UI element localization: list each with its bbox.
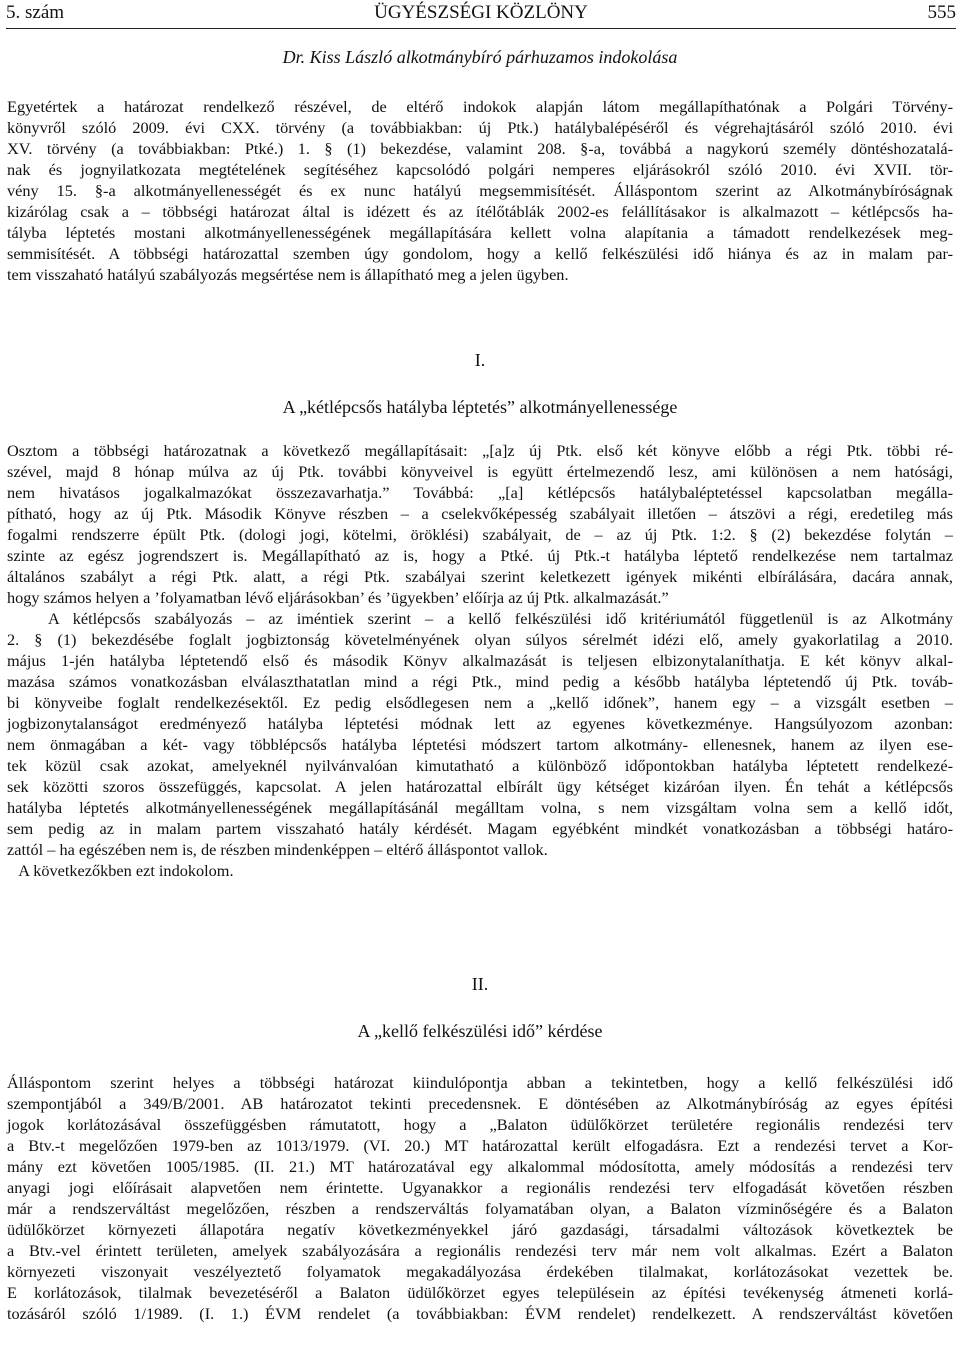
text-line: nem hivatásos jogalkalmazókat összezavarhatja.” Továbbá: „[a] kétlépcsős hatálybaléptetéssel kapcsolatban megálla-	[7, 483, 953, 502]
text-line: hatályba léptetés alkotmányellenességének megállapításánál megálltam volna, s nem vizsgáltam volna sem a kellő időt,	[7, 798, 953, 817]
paragraph-intro	[7, 96, 953, 285]
page-number: 555	[927, 2, 956, 23]
text-line: mazása számos vonatkozásban elválaszthatatlan mind a régi Ptk., mind pedig a később hatályba léptetendő új Ptk. továb-	[7, 672, 953, 691]
text-line: sek közötti szoros összefüggés, kapcsolat. A jelen határozattal elbírált ügy kétséget kizáróan ilyen. Én tehát a kétlépcsős	[7, 777, 953, 796]
text-line: Egyetértek a határozat rendelkező részével, de eltérő indokok alapján látom megállapíthatónak a Polgári Törvény-	[7, 97, 953, 116]
text-line: kizárólag csak a – többségi határozat által is idézett és az ítélőtáblák 2002-es felállításakor is alkalmazott – kétlépcsős ha-	[7, 202, 953, 221]
section-numeral: I.	[474, 350, 486, 370]
text-line: általános szabályt a régi Ptk. alatt, a régi Ptk. szabályai szerint keletkezett igények mikénti elbírálására, dacára annak,	[7, 567, 953, 586]
text-line: május 1-jén hatályba léptetendő első és második Könyv alkalmazását is teljesen elbizonytalaníthatja. E két könyv alkal-	[7, 651, 953, 670]
text-line: tem visszaható hatályú szabályozás megsértése nem is állapítható meg a jelen ügyben.	[7, 265, 569, 284]
text-line: vény 15. §-a alkotmányellenességét és ex nunc hatályú megsemmisítését. Álláspontom szerint az Alkotmánybíróságnak	[7, 181, 953, 200]
text-line: tek közül csak azokat, amelyeknél nyilvánvalóan kimutatható a különböző időpontokban hatályba léptetett rendelkezé-	[7, 756, 953, 775]
text-line: zattól – ha egészében nem is, de részben mindenképpen – eltérő álláspontot vallok.	[7, 840, 548, 859]
text-line: A kétlépcsős szabályozás – az iméntiek szerint – a kellő felkészülési idő kritériumától függetlenül is az Alkotmány	[7, 609, 953, 628]
text-line: tozásáról szóló 1/1989. (I. 1.) ÉVM rendelet (a továbbiakban: ÉVM rendelet) rendelkezett. A rendszerváltást követően	[7, 1304, 953, 1323]
text-line: Osztom a többségi határozatnak a következő megállapításait: „[a]z új Ptk. első két könyve előbb a régi Ptk. többi ré-	[7, 441, 953, 460]
text-line: könyvről szóló 2009. évi CXX. törvény (a továbbiakban: új Ptk.) hatálybalépéséről és végrehajtásáról szóló 2010. évi	[7, 118, 953, 137]
text-line: pítható, hogy az új Ptk. Második Könyve részben – a cselekvőképesség szabályait illetően – átszövi a régi, eredetileg más	[7, 504, 953, 523]
text-line: Álláspontom szerint helyes a többségi határozat kiindulópontja abban a tekintetben, hogy a kellő felkészülési idő	[7, 1073, 953, 1092]
text-line: már a rendszerváltást megelőzően, részben a rendszerváltás folyamatában olyan, a Balaton vízminőségére és a Balaton	[7, 1199, 953, 1218]
text-line: szinte az egész jogrendszert is. Megállapítható az is, hogy a Ptké. új Ptk.-t hatályba léptető rendelkezése nem tartalmaz	[7, 546, 953, 565]
text-line: üdülőkörzet környezeti állapotára negatív következményekkel járó gazdasági, társadalmi változások következtek be	[7, 1220, 953, 1239]
page-header	[6, 2, 956, 29]
text-line: A következőkben ezt indokolom.	[7, 861, 234, 880]
text-line: sem pedig az in malam partem visszaható hatály kérdését. Magam egyébként mindkét vonatkozásban a többségi határo-	[7, 819, 953, 838]
text-line: a Btv.-t megelőzően 1979-ben az 1013/1979. (VI. 20.) MT határozattal került elfogadásra. Ezt a rendezési tervet a Kor-	[7, 1136, 953, 1155]
section-title: A „kétlépcsős hatályba léptetés” alkotmányellenessége	[282, 397, 678, 417]
text-line: bi könyveibe foglalt rendelkezésektől. Ez pedig elsődlegesen nem a „kellő időnek”, hanem egy – a vizsgált esetben –	[7, 693, 953, 712]
text-line: 2. § (1) bekezdésébe foglalt jogbiztonság követelményének olyan súlyos sérelmét idézi elő, amely gyakorlatilag a 2010.	[7, 630, 953, 649]
text-line: nem önmagában a két- vagy többlépcsős hatályba léptetési módszert tartom alkotmány- ellenesnek, hanem az ilyen ese-	[7, 735, 953, 754]
text-line: nak és jognyilatkozata megtételének segítéséhez kapcsolódó polgári nemperes eljárásokról szóló 2010. évi XVII. tör-	[7, 160, 953, 179]
text-line: fogalmi rendszerre épült Ptk. (dologi jogi, kötelmi, öröklési) szabályait, de – az új Ptk. 1:2. § (2) bekezdése folytán –	[7, 525, 953, 544]
text-line: szempontjából a 349/B/2001. AB határozatot tekinti precedensnek. E döntésében az Alkotmánybíróság az egyes építési	[7, 1094, 953, 1113]
text-line: XV. törvény (a továbbiakban: Ptké.) 1. § (1) bekezdése, valamint 208. §-a, továbbá a nagykorú személy döntéshozatalá-	[7, 139, 953, 158]
text-line: E korlátozások, tilalmak bevezetéséről a Balaton üdülőkörzet egyes településein az építési tevékenység átmeneti korlá-	[7, 1283, 953, 1302]
journal-title: ÜGYÉSZSÉGI KÖZLÖNY	[374, 2, 588, 23]
text-line: szével, majd 8 hónap múlva az új Ptk. további könyveivel is együtt értelmezendő lesz, ami különösen a nem hatósági,	[7, 462, 953, 481]
paragraph-section-2	[7, 1072, 953, 1324]
text-line: jogok korlátozásával összefüggésben rámutatott, hogy a „Balaton üdülőkörzet területére regionális rendezési terv	[7, 1115, 953, 1134]
text-line: anyagi jogi előírásait alapvetően nem érintette. Ugyanakkor a regionális rendezési terv elfogadását követően részben	[7, 1178, 953, 1197]
section-numeral: II.	[471, 974, 489, 994]
opinion-title: Dr. Kiss László alkotmánybíró párhuzamos indokolása	[282, 47, 678, 67]
text-line: hogy számos helyen a ’folyamatban lévő eljárásokban’ és ’ügyekben’ előírja az új Ptk. alkalmazását.”	[7, 588, 669, 607]
section-title: A „kellő felkészülési idő” kérdése	[357, 1021, 603, 1041]
text-line: mány ezt követően 1005/1985. (II. 21.) MT határozatával egy alkalommal módosította, amely módosítás a rendezési terv	[7, 1157, 953, 1176]
paragraph-section-1	[7, 440, 953, 881]
text-line: tályba léptetés mostani alkotmányellenességének megállapítására kellett volna alapítania a támadott rendelkezések meg-	[7, 223, 953, 242]
text-line: a Btv.-vel érintett területen, amelyek szabályozására a regionális rendezési terv már nem volt alkalmas. Ezért a Balaton	[7, 1241, 953, 1260]
text-line: környezeti viszonyait veszélyeztető folyamatok megakadályozása érdekében tilalmakat, korlátozásokat vezettek be.	[7, 1262, 953, 1281]
issue-number: 5. szám	[6, 2, 65, 23]
text-line: semmisítését. A többségi határozattal szemben úgy gondolom, hogy a kellő felkészülési idő hiánya és az in malam par-	[7, 244, 953, 263]
text-line: jogbizonytalanságot eredményező hatályba léptetési módnak lett az egyenes következménye. Hangsúlyozom azonban:	[7, 714, 953, 733]
